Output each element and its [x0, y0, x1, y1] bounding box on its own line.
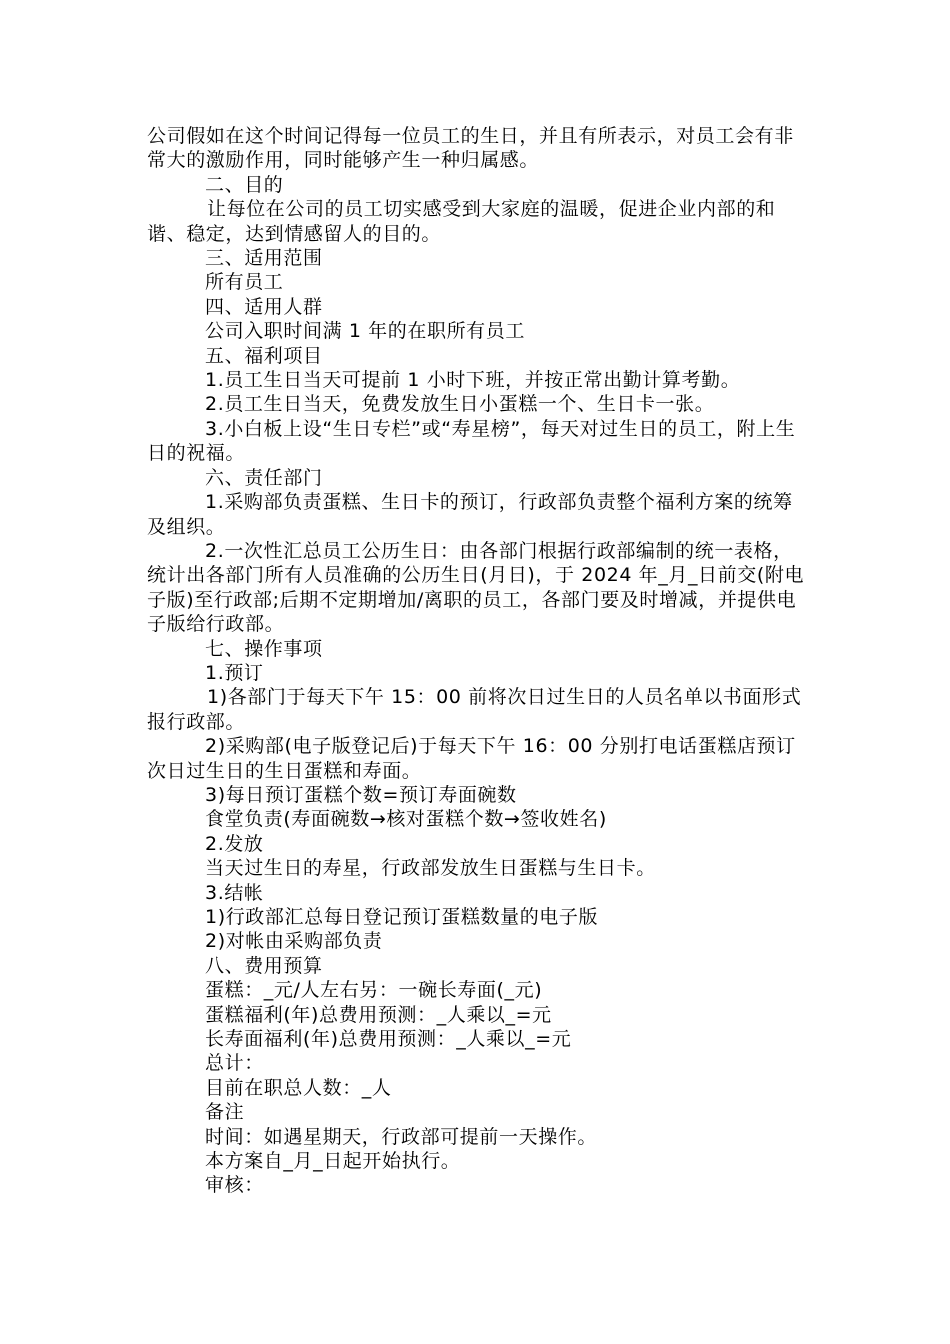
paragraph: 蛋糕福利(年)总费用预测：_人乘以_=元	[205, 1003, 552, 1026]
paragraph: 四、适用人群	[205, 295, 323, 318]
paragraph: 3.结帐	[205, 881, 264, 904]
paragraph: 七、操作事项	[205, 637, 323, 660]
paragraph: 总计：	[205, 1052, 264, 1075]
paragraph: 3.小白板上设“生日专栏”或“寿星榜”，每天对过生日的员工，附上生日的祝福。	[147, 417, 796, 465]
paragraph: 让每位在公司的员工切实感受到大家庭的温暖，促进企业内部的和谐、稳定，达到情感留人的目的。	[147, 198, 776, 245]
paragraph: 公司入职时间满 1 年的在职所有员工	[205, 320, 525, 343]
paragraph: 当天过生日的寿星，行政部发放生日蛋糕与生日卡。	[205, 857, 656, 880]
paragraph: 2.一次性汇总员工公历生日：由各部门根据行政部编制的统一表格，统计出各部门所有人员准确的公历生日(月日)，于 2024 年_月_日前交(附电子版)至行政部;后期不定期增加/离职的员工，各部门要及时增减，并提供电子版给行政部。	[147, 539, 805, 636]
paragraph: 本方案自_月_日起开始执行。	[205, 1150, 461, 1173]
paragraph: 目前在职总人数：_人	[205, 1076, 392, 1099]
paragraph: 所有员工	[205, 271, 284, 294]
paragraph: 时间：如遇星期天，行政部可提前一天操作。	[205, 1125, 598, 1148]
paragraph: 五、福利项目	[205, 344, 323, 367]
paragraph: 2.员工生日当天，免费发放生日小蛋糕一个、生日卡一张。	[205, 393, 715, 416]
paragraph: 食堂负责(寿面碗数→核对蛋糕个数→签收姓名)	[205, 808, 607, 831]
paragraph: 2.发放	[205, 832, 264, 855]
paragraph: 1.员工生日当天可提前 1 小时下班，并按正常出勤计算考勤。	[205, 369, 741, 392]
paragraph: 审核：	[205, 1174, 264, 1197]
paragraph: 1.采购部负责蛋糕、生日卡的预订，行政部负责整个福利方案的统筹及组织。	[147, 491, 793, 538]
paragraph: 备注	[205, 1101, 245, 1124]
paragraph: 六、责任部门	[205, 466, 323, 489]
paragraph: 公司假如在这个时间记得每一位员工的生日，并且有所表示，对员工会有非常大的激励作用，同时能够产生一种归属感。	[147, 125, 794, 172]
paragraph: 1)各部门于每天下午 15：00 前将次日过生日的人员名单以书面形式报行政部。	[147, 686, 802, 733]
paragraph: 二、目的	[205, 173, 284, 196]
paragraph: 三、适用范围	[205, 247, 323, 270]
paragraph: 1)行政部汇总每日登记预订蛋糕数量的电子版	[205, 906, 599, 928]
paragraph: 2)采购部(电子版登记后)于每天下午 16：00 分别打电话蛋糕店预订次日过生日的生日蛋糕和寿面。	[147, 735, 796, 782]
paragraph: 八、费用预算	[205, 954, 323, 977]
document-body	[147, 124, 807, 1198]
paragraph: 3)每日预订蛋糕个数=预订寿面碗数	[205, 783, 517, 806]
paragraph: 1.预订	[205, 661, 264, 684]
paragraph: 长寿面福利(年)总费用预测：_人乘以_=元	[205, 1028, 572, 1051]
paragraph: 蛋糕：_元/人左右另：一碗长寿面(_元)	[205, 979, 543, 1002]
paragraph: 2)对帐由采购部负责	[205, 930, 383, 953]
